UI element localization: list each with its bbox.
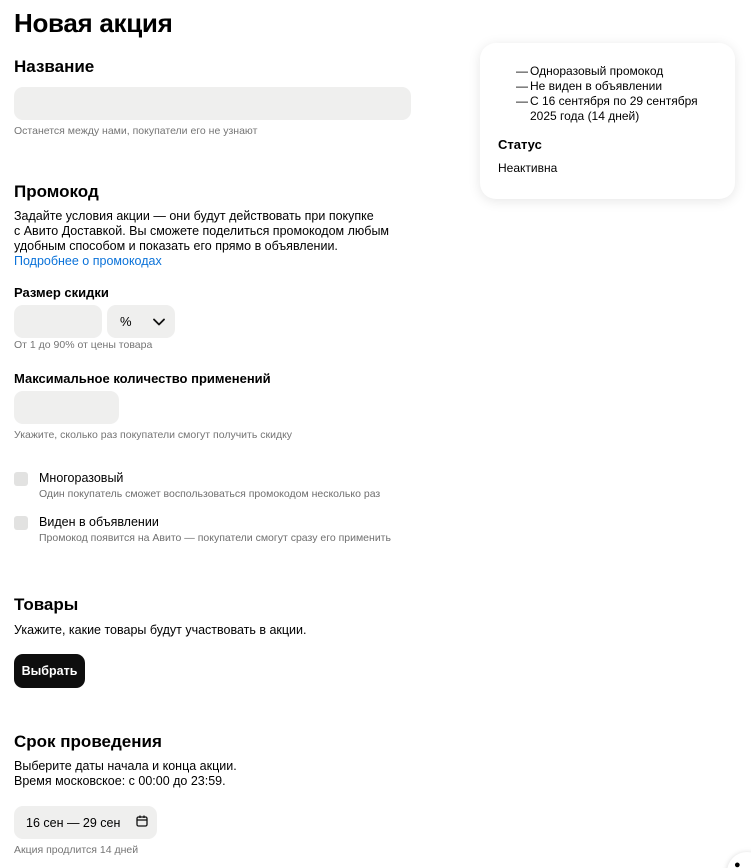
promo-name-input[interactable] — [14, 87, 411, 120]
max-uses-label: Максимальное количество применений — [14, 371, 271, 386]
goods-section-title: Товары — [14, 595, 79, 614]
reusable-description: Один покупатель сможет воспользоваться промокодом несколько раз — [39, 488, 381, 500]
promo-description: Задайте условия акции — они будут действовать при покупке с Авито Доставкой. Вы сможете поделиться промокодом любым удобным способом и показать его прямо в объявлении. — [14, 209, 390, 253]
name-section-title: Название — [14, 57, 95, 76]
reusable-title: Многоразовый — [39, 471, 124, 485]
summary-item: — Одноразовый промокод — [516, 64, 716, 79]
discount-label: Размер скидки — [14, 285, 109, 300]
visible-in-ad-checkbox[interactable] — [14, 516, 28, 530]
date-range-value: 16 сен — 29 сен — [26, 815, 121, 830]
page-title: Новая акция — [14, 8, 173, 38]
chevron-down-icon — [153, 314, 165, 329]
calendar-icon — [136, 815, 148, 830]
select-goods-button[interactable]: Выбрать — [14, 654, 85, 688]
discount-unit-select[interactable] — [107, 305, 175, 338]
date-range-picker[interactable] — [14, 806, 157, 839]
visible-in-ad-option[interactable] — [14, 515, 391, 544]
duration-hint: Акция продлится 14 дней — [14, 844, 139, 856]
status-label: Статус — [498, 137, 542, 152]
visible-in-ad-description: Промокод появится на Авито — покупатели смогут сразу его применить — [39, 532, 391, 544]
promo-info-link[interactable]: Подробнее о промокодах — [14, 254, 162, 268]
summary-card — [480, 43, 735, 199]
summary-item: — С 16 сентября по 29 сентября 2025 года (14 дней) — [516, 94, 716, 124]
discount-hint: От 1 до 90% от цены товара — [14, 339, 153, 351]
reusable-option[interactable] — [14, 471, 380, 500]
reusable-checkbox[interactable] — [14, 472, 28, 486]
max-uses-input[interactable] — [14, 391, 119, 424]
discount-input[interactable] — [14, 305, 102, 338]
promo-name-hint: Останется между нами, покупатели его не узнают — [14, 125, 258, 137]
summary-list — [516, 64, 716, 124]
summary-item: — Не виден в объявлении — [516, 79, 716, 94]
chat-widget-button[interactable] — [727, 852, 751, 868]
period-section-title: Срок проведения — [14, 732, 162, 751]
promo-section-title: Промокод — [14, 182, 99, 201]
status-value: Неактивна — [498, 161, 558, 175]
chat-icon: ● — [734, 859, 741, 868]
max-uses-hint: Укажите, сколько раз покупатели смогут получить скидку — [14, 429, 293, 441]
discount-unit-value: % — [120, 314, 132, 329]
period-description: Выберите даты начала и конца акции. Время московское: с 00:00 до 23:59. — [14, 759, 237, 788]
visible-in-ad-title: Виден в объявлении — [39, 515, 159, 529]
goods-description: Укажите, какие товары будут участвовать в акции. — [14, 623, 307, 637]
